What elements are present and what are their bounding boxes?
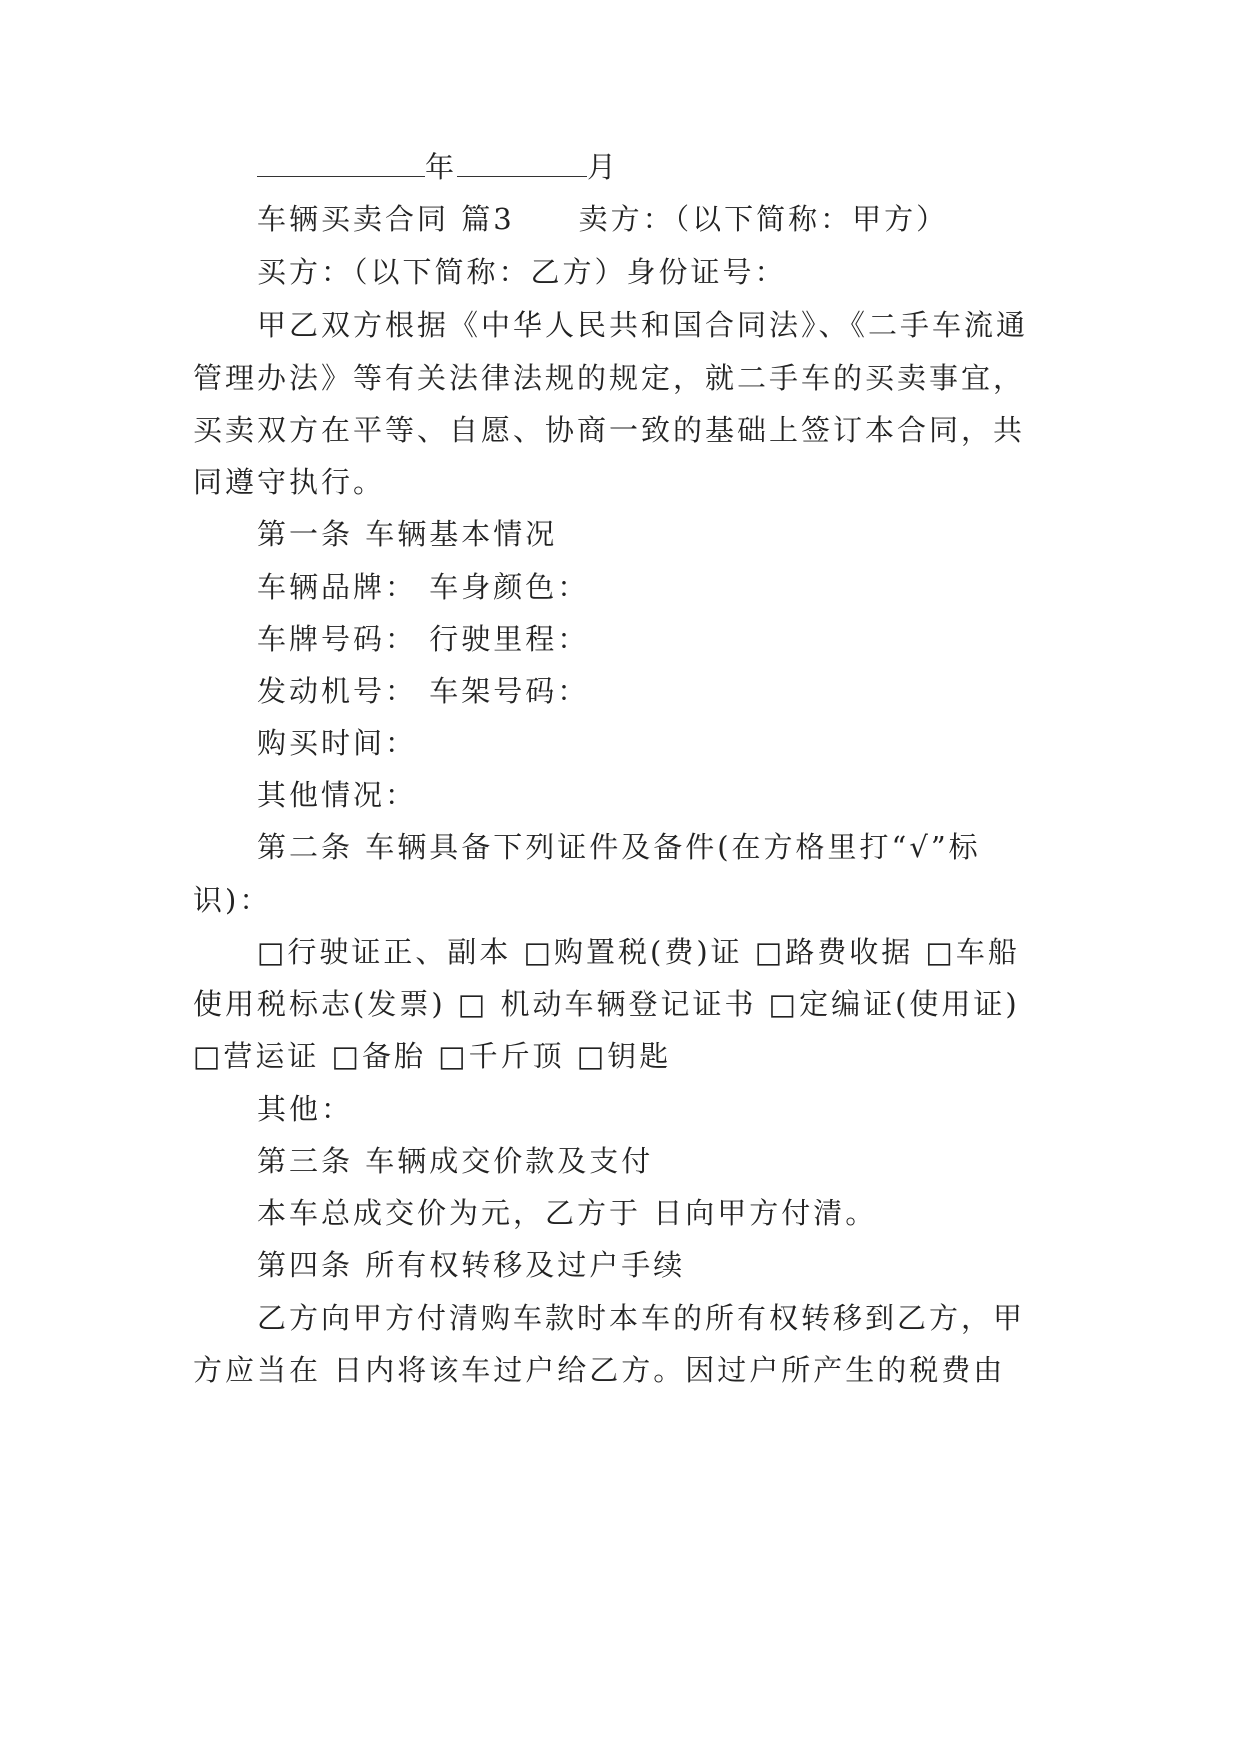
buyer-line: 买方：（以下简称：乙方）身份证号： — [257, 255, 787, 289]
brand-color-line: 车辆品牌： 车身颜色： — [257, 570, 590, 604]
article-2-title-line-2: 识)： — [193, 883, 272, 917]
article-4-body-line-1: 乙方向甲方付清购车款时本车的所有权转移到乙方，甲 — [257, 1301, 1026, 1335]
article-4-body-line-2: 方应当在 日内将该车过户给乙方。因过户所产生的税费由 — [193, 1353, 1006, 1387]
article-2-title-line-1: 第二条 车辆具备下列证件及备件(在方格里打“√”标 — [257, 830, 981, 864]
intro-paragraph-line-4: 同遵守执行。 — [193, 465, 386, 499]
article-3-title: 第三条 车辆成交价款及支付 — [257, 1144, 654, 1178]
intro-paragraph-line-1: 甲乙双方根据《中华人民共和国合同法》、《二手车流通 — [257, 308, 1029, 342]
month-blank — [457, 150, 587, 177]
month-label: 月 — [587, 150, 620, 184]
article-3-body: 本车总成交价为元，乙方于 日向甲方付清。 — [257, 1196, 878, 1230]
engine-frame-line: 发动机号： 车架号码： — [257, 674, 590, 708]
other-line: 其他： — [257, 1092, 354, 1126]
contract-title-seller: 车辆买卖合同 篇3 卖方：（以下简称：甲方） — [257, 202, 949, 236]
intro-paragraph-line-3: 买卖双方在平等、自愿、协商一致的基础上签订本合同，共 — [193, 413, 1026, 447]
documents-line-3: □营运证 □备胎 □千斤顶 □钥匙 — [193, 1039, 672, 1073]
documents-line-2: 使用税标志(发票) □ 机动车辆登记证书 □定编证(使用证) — [193, 987, 1020, 1021]
other-status-line: 其他情况： — [257, 778, 418, 812]
purchase-time-line: 购买时间： — [257, 726, 418, 760]
documents-line-1: □行驶证正、副本 □购置税(费)证 □路费收据 □车船 — [257, 935, 1020, 969]
article-4-title: 第四条 所有权转移及过户手续 — [257, 1248, 686, 1282]
date-line — [257, 147, 1117, 187]
year-label: 年 — [425, 150, 458, 184]
article-1-title: 第一条 车辆基本情况 — [257, 517, 558, 551]
year-blank — [257, 150, 425, 177]
intro-paragraph-line-2: 管理办法》等有关法律法规的规定，就二手车的买卖事宜， — [193, 361, 1026, 395]
plate-mileage-line: 车牌号码： 行驶里程： — [257, 622, 590, 656]
